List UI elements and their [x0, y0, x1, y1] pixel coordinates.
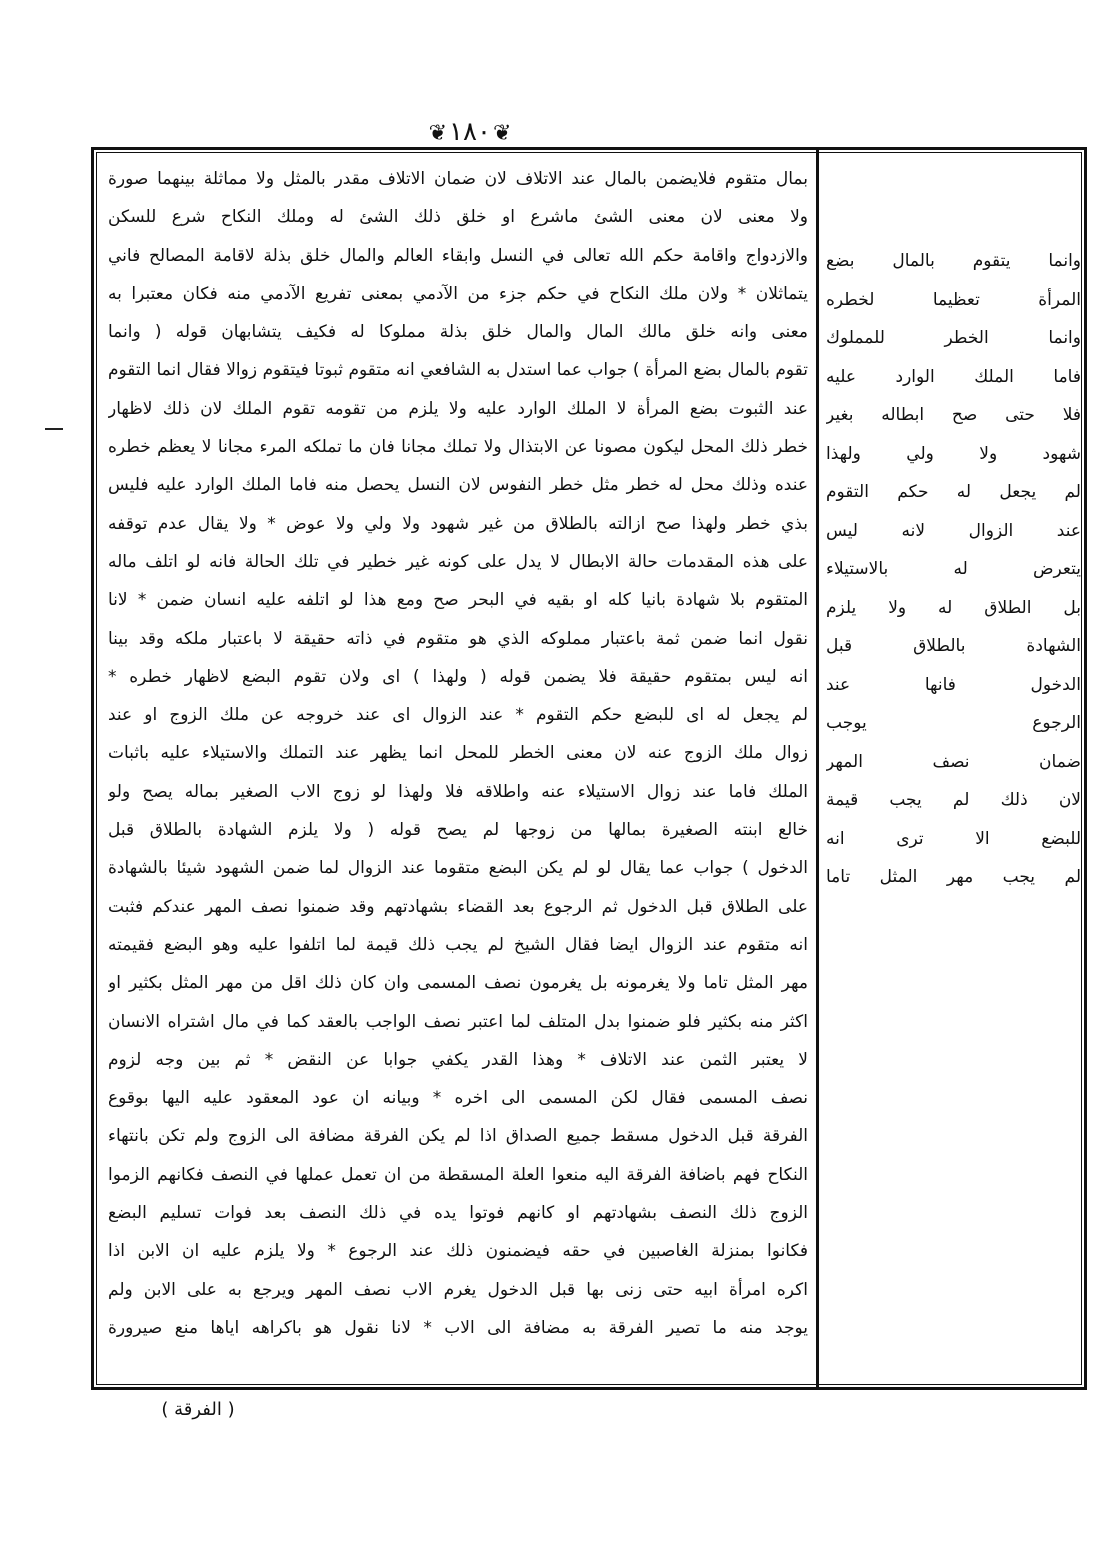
main-text-line: الزوج ذلك النصف بشهادتهم او كانهم فوتوا يده في ذلك النصف بعد فوات تسليم البضع	[108, 1203, 808, 1224]
margin-text-line: ضمان نصف المهر	[826, 751, 1081, 772]
margin-text-line: وانما يتقوم بالمال بضع	[826, 251, 1081, 271]
main-text-line: عند الثبوت بضع المرأة لا الملك الوارد عليه ولا يلزم من تقومه تقوم الملك لان ذلك لاظهار	[108, 398, 808, 419]
margin-text-line: الدخول فانها عند	[826, 674, 1081, 695]
margin-text-line: للبضع الا ترى انه	[826, 828, 1081, 849]
main-text-line: انه متقوم عند الزوال ايضا فقال الشيخ لم يجب ذلك قيمة لما اتلفوا عليه وهو البضع فقيمته	[108, 934, 808, 955]
margin-text-line: الشهادة بالطلاق قبل	[826, 636, 1081, 656]
margin-text-line: فلا حتى صح ابطاله بغير	[826, 405, 1081, 425]
main-text-line: خطر ذلك المحل ليكون مصونا عن الابتذال ولا تملك مجانا فان ما تملكه المرء مجانا لا يعظم خطره	[108, 437, 808, 458]
margin-text-line: شهود ولا ولي ولهذا	[826, 443, 1081, 464]
margin-commentary-column	[826, 242, 1081, 897]
ornament-right-icon: ❦	[428, 121, 448, 146]
main-text-line: المتقوم بلا شهادة بانيا كله او بقيه في البحر صح ومع هذا لو اتلفه عليه انسان ضمن * لانا	[108, 590, 808, 611]
margin-text-line: فاما الملك الوارد عليه	[826, 366, 1081, 387]
page-number-value: ١٨٠	[449, 117, 491, 147]
main-text-line: الدخول ) جواب عما يقال لو لم يكن البضع متقوما عند الزوال لما ضمن الشهود شيئا بالشهادة	[108, 858, 808, 879]
main-text-line: عنده وذلك محل له خطر مثل خطر النفوس لان النسل يحصل منه فاما الملك الوارد عليه فليس	[108, 475, 808, 496]
edge-mark	[45, 428, 63, 430]
main-text-line: الملك فاما عند زوال الاستيلاء عنه واطلاقه فلا ولهذا لو زوج الاب الصغير بماله يصح ولو	[108, 781, 808, 802]
main-text-line: لا يعتبر الثمن عند الاتلاف * وهذا القدر يكفي جوابا عن النقض * ثم بين وجه لزوم	[108, 1049, 808, 1070]
main-text-line: يوجد منه ما تصير الفرقة به مضافة الى الاب * لانا نقول هو باكراهه اياها منع صيرورة	[108, 1317, 808, 1338]
main-text-line: اكره امرأة ابيه حتى زنى بها قبل الدخول يغرم الاب نصف المهر ويرجع به على الابن ولم	[108, 1279, 808, 1300]
main-text-line: لم يجعل له اى للبضع حكم التقوم * عند الزوال اى عند خروجه عن ملك الزوج او عند	[108, 705, 808, 726]
main-text-line: مهر المثل تاما ولا يغرمونه بل يغرمون نصف المسمى وان كان ذلك اقل من مهر المثل بكثير او	[108, 973, 808, 994]
main-text-line: النكاح فهم باضافة الفرقة اليه منعوا العلة المسقطة من ان تعمل عملها في النصف فكانهم الزموا	[108, 1164, 808, 1185]
margin-text-line: لم يجعل له حكم التقوم	[826, 482, 1081, 502]
main-text-line: انه ليس بمتقوم حقيقة فلا يضمن قوله ( ولهذا ) اى ولان تقوم البضع لاظهار خطره *	[108, 666, 808, 687]
column-divider	[816, 150, 819, 1387]
ornament-left-icon: ❦	[492, 121, 512, 146]
margin-text-line: الرجوع يوجب	[826, 713, 1081, 733]
main-text-line: على هذه المقدمات حالة الابطال لا يدل على كونه غير خطير في تلك الحالة فانه لو اتلف ماله	[108, 551, 808, 572]
page-number	[420, 112, 520, 152]
margin-text-line: المرأة تعظيما لخطره	[826, 289, 1081, 310]
main-text-line: نقول انما ضمن ثمة باعتبار مملوكه الذي هو متقوم في ذاته حقيقة لا باعتبار ملكه وقد بينا	[108, 628, 808, 649]
margin-text-line: بل الطلاق له ولا يلزم	[826, 597, 1081, 618]
margin-text-line: يتعرض له بالاستيلاء	[826, 559, 1081, 579]
margin-text-line: عند الزوال لانه ليس	[826, 520, 1081, 541]
margin-text-line: وانما الخطر للمملوك	[826, 328, 1081, 348]
main-text-line: فكانوا بمنزلة الغاصبين في حقه فيضمنون ذلك عند الرجوع * ولا يلزم عليه ان الابن اذا	[108, 1241, 808, 1262]
main-text-line: تقوم بالمال بضع المرأة ) جواب عما استدل به الشافعي انه متقوم ثبوتا فيتقوم زوالا فقال انما التقوم	[108, 360, 808, 381]
main-text-line: نصف المسمى فقال لكن المسمى الى اخره * وبيانه ان عود المعقود عليه اليها بوقوع	[108, 1088, 808, 1109]
margin-text-line: لان ذلك لم يجب قيمة	[826, 790, 1081, 810]
main-text-column	[108, 160, 808, 1382]
main-text-line: بمال متقوم فلايضمن بالمال عند الاتلاف لان ضمان الاتلاف مقدر بالمثل ولا مماثلة بينهما صورة	[108, 169, 808, 189]
main-text-line: خالع ابنته الصغيرة بمالها من زوجها لم يصح قوله ( ولا يلزم الشهادة بالطلاق قبل	[108, 820, 808, 841]
main-text-line: معنى وانه خلق مالك المال والمال خلق بذلة مملوكا له فكيف يتشابهان قوله ( وانما	[108, 322, 808, 343]
main-text-line: على الطلاق قبل الدخول ثم الرجوع بعد القضاء بشهادتهم وقد ضمنوا نصف المهر عندكم فثبت	[108, 896, 808, 917]
main-text-line: ولا معنى لان معنى الشئ ماشرع او خلق ذلك الشئ له وملك النكاح شرع للسكن	[108, 207, 808, 228]
main-text-line: اكثر منه بكثير فلو ضمنوا بدل المتلف لما اعتبر نصف الواجب بالعقد كما في مال اشتراه الانسان	[108, 1011, 808, 1032]
main-text-line: زوال ملك الزوج عنه لان معنى الخطر للمحل انما يظهر عند التملك والاستيلاء عليه باثبات	[108, 743, 808, 764]
catchword: ( الفرقة )	[161, 1399, 235, 1420]
main-text-line: يتماثلان * ولان ملك النكاح في حكم جزء من الآدمي بمعنى تفريع الآدمي منه فكان معتبرا به	[108, 283, 808, 304]
main-text-line: الفرقة قبل الدخول مسقط جميع الصداق اذا لم يكن الفرقة مضافة الى الزوج ولم تكن بانتهاء	[108, 1126, 808, 1147]
main-text-line: بذي خطر ولهذا صح ازالته بالطلاق من غير شهود ولا ولي ولا عوض * ولا يقال عدم توقفه	[108, 513, 808, 534]
main-text-line: والازدواج واقامة حكم الله تعالى في النسل وابقاء العالم والمال خلق بذلة لاقامة المصالح فاني	[108, 245, 808, 266]
margin-text-line: لم يجب مهر المثل تاما	[826, 867, 1081, 887]
